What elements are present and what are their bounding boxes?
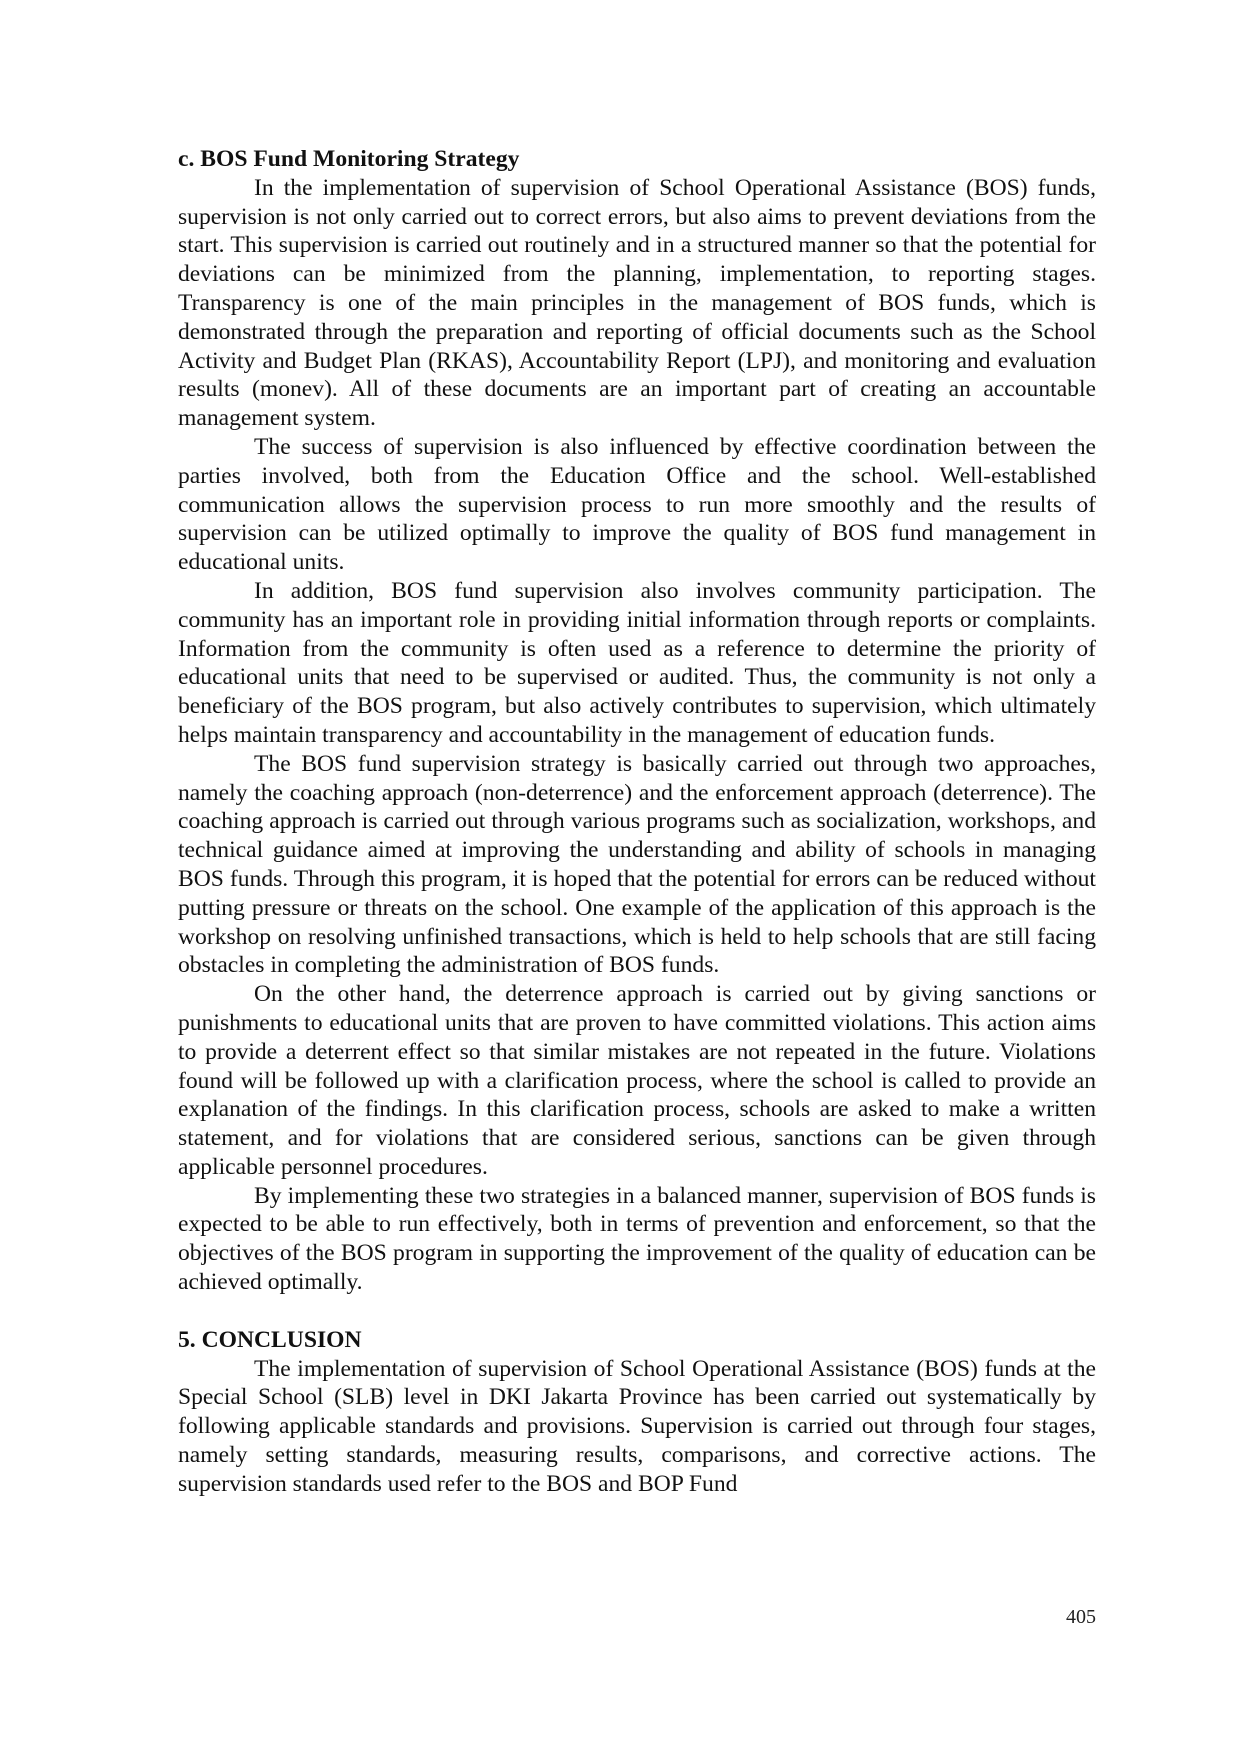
paragraph-approaches: The BOS fund supervision strategy is basically carried out through two approaches, namely the coaching approach (non-deterrence) and the enforcement approach (deterrence). The coaching approach is carried out through various programs such as socialization, workshops, and technical guidance aimed at improving the understanding and ability of schools in managing BOS funds. Through this program, it is hoped that the potential for errors can be reduced without putting pressure or threats on the school. One example of the application of this approach is the workshop on resolving unfinished transactions, which is held to help schools that are still facing obstacles in completing the administration of BOS funds. <box>178 750 1096 979</box>
paragraph-deterrence: On the other hand, the deterrence approach is carried out by giving sanctions or punishments to educational units that are proven to have committed violations. This action aims to provide a deterrent effect so that similar mistakes are not repeated in the future. Violations found will be followed up with a clarification process, where the school is called to provide an explanation of the findings. In this clarification process, schools are asked to make a written statement, and for violations that are considered serious, sanctions can be given through applicable personnel procedures. <box>178 981 1096 1180</box>
page-body <box>178 145 1096 1499</box>
paragraph-coordination: The success of supervision is also influenced by effective coordination between the parties involved, both from the Education Office and the school. Well-established communication allows the supervision process to run more smoothly and the results of supervision can be utilized optimally to improve the quality of BOS fund management in educational units. <box>178 433 1096 576</box>
paragraph-community: In addition, BOS fund supervision also involves community participation. The community has an important role in providing initial information through reports or complaints. Information from the community is often used as a reference to determine the priority of educational units that need to be supervised or audited. Thus, the community is not only a beneficiary of the BOS program, but also actively contributes to supervision, which ultimately helps maintain transparency and accountability in the management of education funds. <box>178 577 1096 748</box>
section-heading-conclusion: 5. CONCLUSION <box>178 1326 362 1353</box>
section-heading-monitoring-strategy: c. BOS Fund Monitoring Strategy <box>178 146 520 172</box>
paragraph-transparency: In the implementation of supervision of School Operational Assistance (BOS) funds, supervision is not only carried out to correct errors, but also aims to prevent deviations from the start. This supervision is carried out routinely and in a structured manner so that the potential for deviations can be minimized from the planning, implementation, to reporting stages. Transparency is one of the main principles in the management of BOS funds, which is demonstrated through the preparation and reporting of official documents such as the School Activity and Budget Plan (RKAS), Accountability Report (LPJ), and monitoring and evaluation results (monev). All of these documents are an important part of creating an accountable management system. <box>178 174 1096 432</box>
page-number: 405 <box>1066 1606 1096 1628</box>
paragraph-balanced-strategies: By implementing these two strategies in a balanced manner, supervision of BOS funds is expected to be able to run effectively, both in terms of prevention and enforcement, so that the objectives of the BOS program in supporting the improvement of the quality of education can be achieved optimally. <box>178 1182 1096 1296</box>
section-spacer <box>178 1297 1096 1326</box>
paragraph-conclusion: The implementation of supervision of School Operational Assistance (BOS) funds at the Special School (SLB) level in DKI Jakarta Province has been carried out systematically by following applicable standards and provisions. Supervision is carried out through four stages, namely setting standards, measuring results, comparisons, and corrective actions. The supervision standards used refer to the BOS and BOP Fund <box>178 1355 1096 1497</box>
